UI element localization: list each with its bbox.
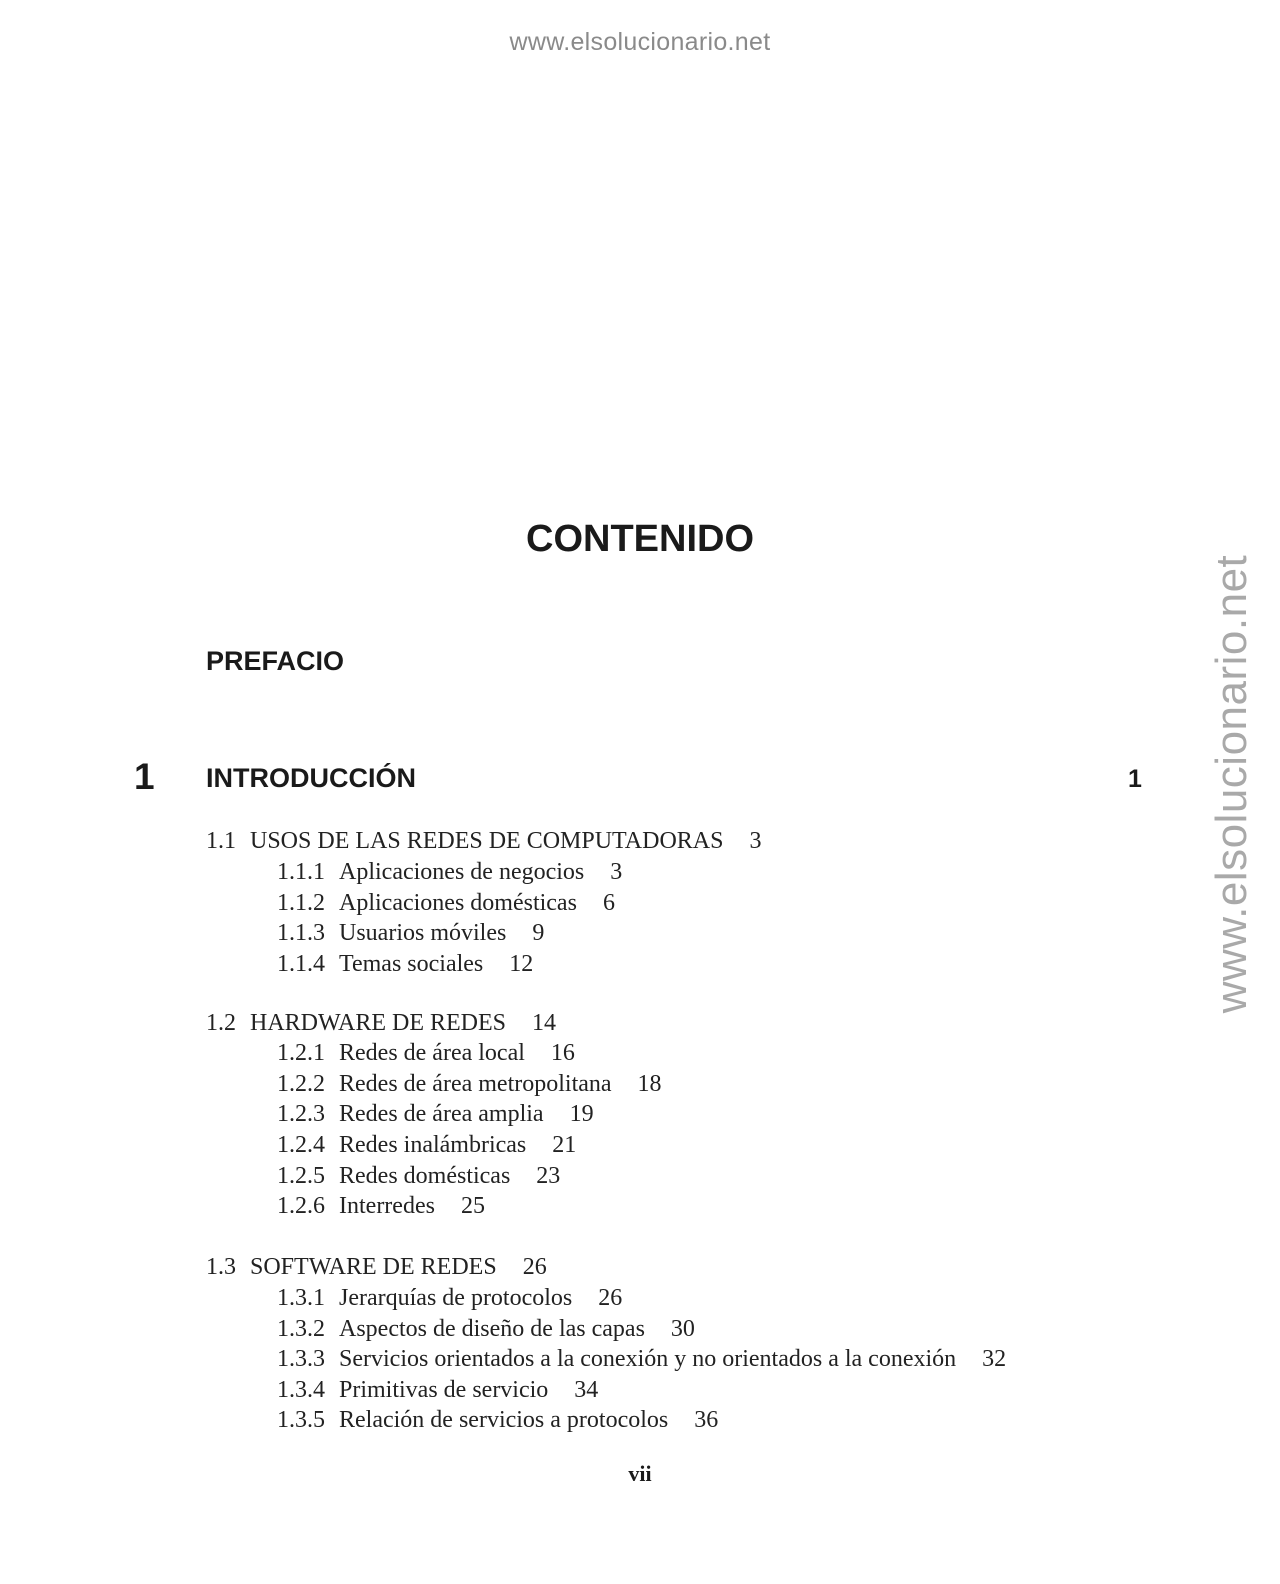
watermark-side: www.elsolucionario.net: [1207, 554, 1256, 1014]
toc-subsection: [277, 1375, 598, 1405]
subsection-number: 1.3.1: [277, 1285, 325, 1311]
subsection-label: Redes de área amplia: [339, 1101, 544, 1127]
subsection-page: 16: [550, 1040, 575, 1066]
section-page: 26: [522, 1254, 547, 1280]
subsection-page: 18: [637, 1071, 662, 1097]
subsection-number: 1.1.1: [277, 859, 325, 885]
subsection-page: 32: [982, 1346, 1007, 1372]
subsection-number: 1.3.4: [277, 1377, 325, 1403]
subsection-label: Jerarquías de protocolos: [339, 1285, 573, 1311]
page-folio: vii: [628, 1461, 652, 1486]
section-label: SOFTWARE DE REDES: [250, 1254, 497, 1280]
subsection-number: 1.2.6: [277, 1193, 325, 1219]
subsection-page: 25: [460, 1193, 485, 1219]
subsection-page: 26: [598, 1285, 623, 1311]
subsection-number: 1.2.3: [277, 1101, 325, 1127]
toc-subsection: [277, 1069, 662, 1099]
subsection-label: Usuarios móviles: [339, 920, 507, 946]
section-page: 3: [749, 828, 762, 854]
subsection-page: 3: [610, 859, 623, 885]
toc-subsection: [277, 1344, 1006, 1374]
subsection-number: 1.3.3: [277, 1346, 325, 1372]
subsection-page: 36: [694, 1407, 719, 1433]
toc-subsection: [277, 1038, 575, 1068]
toc-subsection: [277, 1405, 718, 1435]
subsection-page: 12: [509, 951, 534, 977]
subsection-label: Redes inalámbricas: [339, 1132, 527, 1158]
prefacio-heading: PREFACIO: [206, 646, 345, 676]
section-label: HARDWARE DE REDES: [250, 1010, 506, 1036]
toc-section: [206, 1252, 547, 1282]
section-label: USOS DE LAS REDES DE COMPUTADORAS: [250, 828, 724, 854]
subsection-label: Interredes: [339, 1193, 435, 1219]
watermark-top: www.elsolucionario.net: [509, 28, 771, 56]
toc-subsection: [277, 888, 615, 918]
toc-subsection: [277, 1130, 576, 1160]
subsection-page: 6: [602, 890, 615, 916]
subsection-label: Redes domésticas: [339, 1163, 511, 1189]
toc-subsection: [277, 1314, 695, 1344]
chapter-title: INTRODUCCIÓN: [206, 763, 416, 793]
toc-section: [206, 1008, 556, 1038]
toc-subsection: [277, 918, 544, 948]
toc-subsection: [277, 1283, 622, 1313]
subsection-label: Relación de servicios a protocolos: [339, 1407, 669, 1433]
subsection-page: 34: [574, 1377, 599, 1403]
subsection-number: 1.2.5: [277, 1163, 325, 1189]
subsection-page: 23: [536, 1163, 561, 1189]
subsection-number: 1.1.3: [277, 920, 325, 946]
subsection-number: 1.1.2: [277, 890, 325, 916]
subsection-label: Primitivas de servicio: [339, 1377, 549, 1403]
subsection-label: Aspectos de diseño de las capas: [339, 1316, 645, 1342]
subsection-label: Aplicaciones domésticas: [339, 890, 577, 916]
subsection-page: 21: [552, 1132, 577, 1158]
subsection-label: Redes de área metropolitana: [339, 1071, 612, 1097]
subsection-label: Servicios orientados a la conexión y no orientados a la conexión: [339, 1346, 957, 1372]
chapter-page-number: 1: [1128, 765, 1142, 793]
section-number: 1.2: [206, 1010, 236, 1036]
toc-section: [206, 826, 761, 856]
subsection-number: 1.2.2: [277, 1071, 325, 1097]
subsection-number: 1.3.5: [277, 1407, 325, 1433]
subsection-number: 1.3.2: [277, 1316, 325, 1342]
page-title: CONTENIDO: [526, 518, 754, 560]
toc-subsection: [277, 949, 533, 979]
subsection-page: 9: [532, 920, 545, 946]
subsection-label: Temas sociales: [339, 951, 484, 977]
subsection-label: Redes de área local: [339, 1040, 525, 1066]
toc-subsection: [277, 857, 622, 887]
subsection-number: 1.2.4: [277, 1132, 325, 1158]
subsection-label: Aplicaciones de negocios: [339, 859, 585, 885]
subsection-page: 30: [670, 1316, 695, 1342]
toc-subsection: [277, 1191, 485, 1221]
toc-subsection: [277, 1099, 594, 1129]
section-page: 14: [532, 1010, 556, 1036]
subsection-page: 19: [569, 1101, 594, 1127]
toc-subsection: [277, 1161, 560, 1191]
subsection-number: 1.2.1: [277, 1040, 325, 1066]
chapter-number: 1: [134, 756, 155, 797]
section-number: 1.3: [206, 1254, 236, 1280]
section-number: 1.1: [206, 828, 236, 854]
subsection-number: 1.1.4: [277, 951, 325, 977]
